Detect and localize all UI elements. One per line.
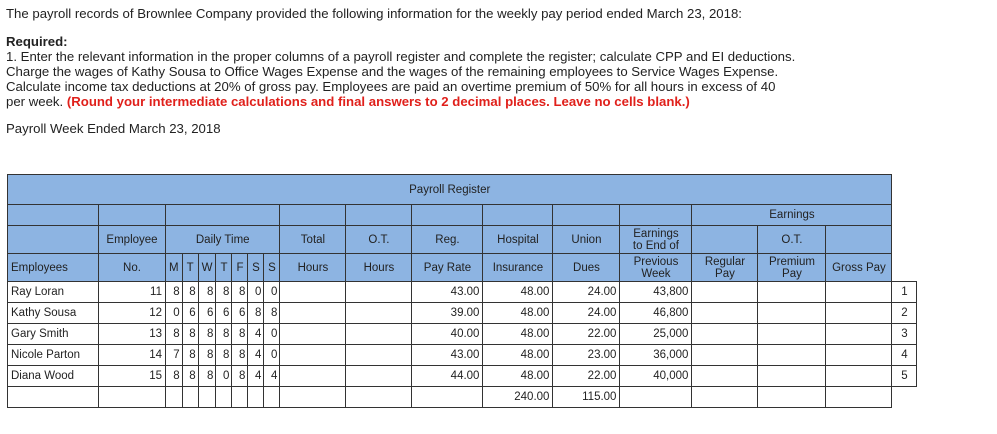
employee-no: 12 (99, 303, 166, 324)
regular-pay-input[interactable] (692, 324, 758, 345)
table-row (8, 282, 917, 303)
premium-pay-input[interactable] (758, 303, 826, 324)
employee-name: Gary Smith (8, 324, 99, 345)
daily-hours: 0 (216, 366, 232, 387)
daily-hours: 6 (198, 303, 216, 324)
daily-hours: 8 (248, 303, 264, 324)
hours-header: Hours (280, 254, 346, 282)
premium-pay-input[interactable] (758, 324, 826, 345)
employee-no: 15 (99, 366, 166, 387)
hospital-insurance: 48.00 (483, 366, 553, 387)
table-row (8, 303, 917, 324)
daily-hours: 8 (232, 366, 248, 387)
total-hours-input[interactable] (280, 282, 346, 303)
employee-no: 11 (99, 282, 166, 303)
gross-pay-input[interactable] (826, 303, 892, 324)
daily-hours: 8 (182, 324, 198, 345)
employee-name: Ray Loran (8, 282, 99, 303)
total-hours-input[interactable] (280, 366, 346, 387)
table-row (8, 345, 917, 366)
premium-pay-total-input[interactable] (758, 387, 826, 408)
daily-hours: 0 (264, 324, 280, 345)
daily-hours: 8 (198, 282, 216, 303)
total-hours-total-input[interactable] (280, 387, 346, 408)
premium-pay-input[interactable] (758, 366, 826, 387)
union-dues: 24.00 (553, 282, 620, 303)
daily-hours: 8 (198, 366, 216, 387)
total-hours-input[interactable] (280, 345, 346, 366)
ot-hours-header: Hours (346, 254, 412, 282)
payroll-week-label: Payroll Week Ended March 23, 2018 (6, 121, 221, 136)
employee-no: 13 (99, 324, 166, 345)
union-dues: 24.00 (553, 303, 620, 324)
daily-hours: 6 (232, 303, 248, 324)
reg-header: Reg. (412, 226, 483, 254)
employee-header: Employee (99, 226, 166, 254)
ot-hours-input[interactable] (346, 282, 412, 303)
question-intro: The payroll records of Brownlee Company provided the following information for the weekly pay period ended March 23, 2018: (6, 6, 742, 21)
daily-hours: 7 (166, 345, 183, 366)
employee-name: Kathy Sousa (8, 303, 99, 324)
gross-pay-total-input[interactable] (826, 387, 892, 408)
gross-pay-input[interactable] (826, 324, 892, 345)
gross-pay-input[interactable] (826, 366, 892, 387)
register-title: Payroll Register (8, 175, 892, 205)
earnings-previous-week: 40,000 (620, 366, 692, 387)
no-header: No. (99, 254, 166, 282)
hospital-header: Hospital (483, 226, 553, 254)
union-total: 115.00 (553, 387, 620, 408)
employee-name: Nicole Parton (8, 345, 99, 366)
daily-hours: 8 (182, 366, 198, 387)
instruction-line-2: Charge the wages of Kathy Sousa to Office Wages Expense and the wages of the remaining employees to Service Wages Expense. (6, 64, 779, 79)
day-t1: T (182, 254, 198, 282)
hospital-insurance: 48.00 (483, 282, 553, 303)
ot-hours-input[interactable] (346, 345, 412, 366)
regular-pay-input[interactable] (692, 366, 758, 387)
row-index: 1 (892, 282, 917, 303)
daily-hours: 4 (248, 345, 264, 366)
question-text (6, 6, 991, 136)
union-dues: 22.00 (553, 324, 620, 345)
row-index: 3 (892, 324, 917, 345)
day-m: M (166, 254, 183, 282)
payroll-register (7, 174, 917, 408)
daily-hours: 0 (264, 282, 280, 303)
ot-hours-total-input[interactable] (346, 387, 412, 408)
day-t2: T (216, 254, 232, 282)
premium-pay-input[interactable] (758, 345, 826, 366)
daily-time-header: Daily Time (166, 226, 280, 254)
daily-hours: 8 (264, 303, 280, 324)
gross-pay-input[interactable] (826, 282, 892, 303)
total-hours-input[interactable] (280, 303, 346, 324)
ot-header: O.T. (346, 226, 412, 254)
daily-hours: 8 (166, 366, 183, 387)
premium-pay-input[interactable] (758, 282, 826, 303)
daily-hours: 8 (232, 345, 248, 366)
earnings-end-header: Earnings to End of (620, 226, 692, 254)
premium-pay-header: Premium Pay (758, 254, 826, 282)
daily-hours: 8 (198, 345, 216, 366)
daily-hours: 8 (216, 324, 232, 345)
table-row (8, 366, 917, 387)
regular-pay-input[interactable] (692, 345, 758, 366)
daily-hours: 8 (232, 282, 248, 303)
earnings-header: Earnings (692, 205, 892, 226)
instruction-line-3: Calculate income tax deductions at 20% of gross pay. Employees are paid an overtime premium of 50% for all hours in excess of 40 (6, 79, 776, 94)
previous-week-header: Previous Week (620, 254, 692, 282)
hospital-total: 240.00 (483, 387, 553, 408)
regular-pay-input[interactable] (692, 303, 758, 324)
union-header: Union (553, 226, 620, 254)
daily-hours: 8 (182, 345, 198, 366)
daily-hours: 8 (166, 282, 183, 303)
rounding-note: (Round your intermediate calculations and final answers to 2 decimal places. Leave no cells blank.) (66, 94, 690, 109)
ot-earnings-header: O.T. (758, 226, 826, 254)
gross-pay-header: Gross Pay (826, 254, 892, 282)
pay-rate: 40.00 (412, 324, 483, 345)
daily-hours: 8 (232, 324, 248, 345)
row-index: 5 (892, 366, 917, 387)
earnings-previous-week: 36,000 (620, 345, 692, 366)
employee-no: 14 (99, 345, 166, 366)
gross-pay-input[interactable] (826, 345, 892, 366)
daily-hours: 4 (248, 324, 264, 345)
dues-header: Dues (553, 254, 620, 282)
daily-hours: 4 (248, 366, 264, 387)
hospital-insurance: 48.00 (483, 324, 553, 345)
hospital-insurance: 48.00 (483, 303, 553, 324)
total-header: Total (280, 226, 346, 254)
union-dues: 22.00 (553, 366, 620, 387)
pay-rate: 44.00 (412, 366, 483, 387)
earnings-previous-week: 46,800 (620, 303, 692, 324)
regular-pay-total-input[interactable] (692, 387, 758, 408)
daily-hours: 6 (216, 303, 232, 324)
daily-hours: 0 (166, 303, 183, 324)
employees-header: Employees (8, 254, 99, 282)
ot-hours-input[interactable] (346, 324, 412, 345)
daily-hours: 4 (264, 366, 280, 387)
row-index: 4 (892, 345, 917, 366)
daily-hours: 0 (248, 282, 264, 303)
union-dues: 23.00 (553, 345, 620, 366)
regular-pay-input[interactable] (692, 282, 758, 303)
instruction-line-1: 1. Enter the relevant information in the proper columns of a payroll register and complete the register; calculate CPP and EI deductions. (6, 49, 796, 64)
pay-rate: 43.00 (412, 345, 483, 366)
total-hours-input[interactable] (280, 324, 346, 345)
insurance-header: Insurance (483, 254, 553, 282)
regular-pay-header: Regular Pay (692, 254, 758, 282)
pay-rate-header: Pay Rate (412, 254, 483, 282)
pay-rate: 43.00 (412, 282, 483, 303)
pay-rate: 39.00 (412, 303, 483, 324)
required-label: Required: (6, 34, 68, 49)
ot-hours-input[interactable] (346, 303, 412, 324)
daily-hours: 8 (182, 282, 198, 303)
day-s1: S (248, 254, 264, 282)
daily-hours: 8 (166, 324, 183, 345)
day-s2: S (264, 254, 280, 282)
daily-hours: 8 (216, 282, 232, 303)
day-w: W (198, 254, 216, 282)
daily-hours: 0 (264, 345, 280, 366)
daily-hours: 8 (198, 324, 216, 345)
day-f: F (232, 254, 248, 282)
daily-hours: 6 (182, 303, 198, 324)
earnings-previous-week: 25,000 (620, 324, 692, 345)
daily-hours: 8 (216, 345, 232, 366)
employee-name: Diana Wood (8, 366, 99, 387)
earnings-previous-week: 43,800 (620, 282, 692, 303)
table-row (8, 324, 917, 345)
row-index: 2 (892, 303, 917, 324)
instruction-line-4: per week. (Round your intermediate calculations and final answers to 2 decimal places. Leave no cells blank.) (6, 94, 690, 109)
hospital-insurance: 48.00 (483, 345, 553, 366)
ot-hours-input[interactable] (346, 366, 412, 387)
